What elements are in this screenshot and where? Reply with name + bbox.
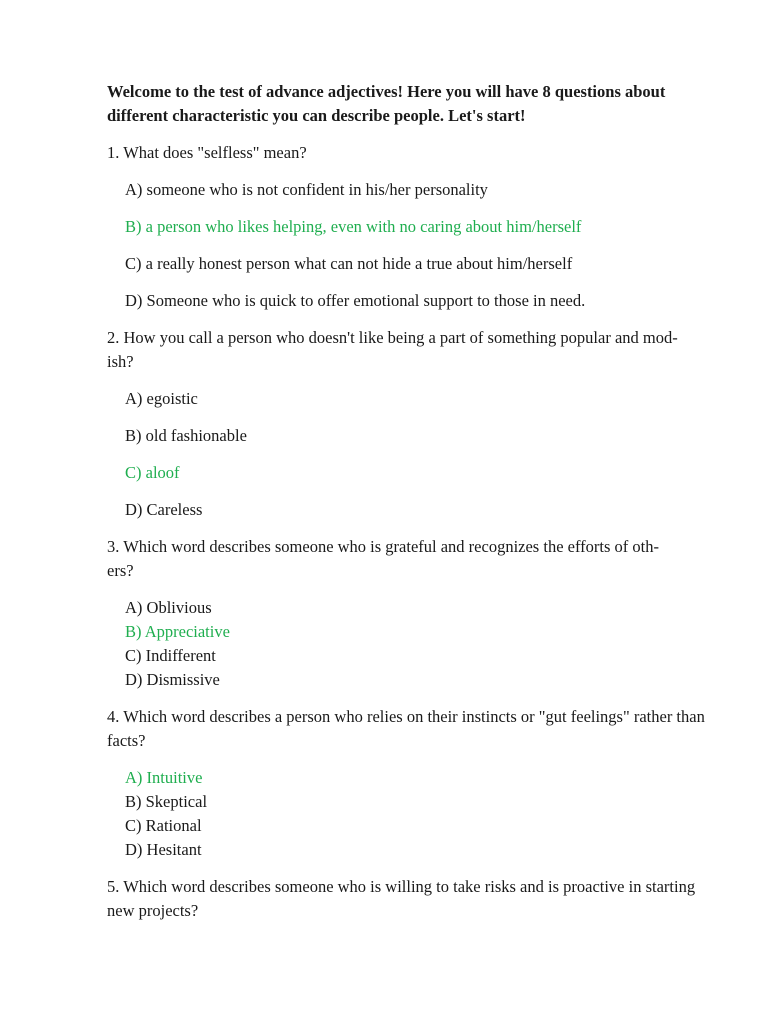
options-list (107, 178, 722, 313)
question-text-line-2: ers? (107, 561, 134, 580)
option-b-correct: B) Appreciative (125, 622, 230, 641)
question-block-2 (107, 326, 722, 522)
option-a: A) someone who is not confident in his/her personality (125, 180, 488, 199)
question-block-4 (107, 705, 722, 862)
option-d: D) Someone who is quick to offer emotional support to those in need. (125, 291, 586, 310)
question-text (107, 535, 722, 583)
option-b: B) Skeptical (125, 792, 208, 811)
option-a-correct: A) Intuitive (125, 768, 203, 787)
question-text: 1. What does "selfless" mean? (107, 143, 307, 162)
option-c-correct: C) aloof (125, 463, 180, 482)
question-text: 5. Which word describes someone who is willing to take risks and is proactive in starting new projects? (107, 877, 696, 920)
option-a: A) Oblivious (125, 598, 212, 617)
option-d: D) Hesitant (125, 840, 202, 859)
option-b-correct: B) a person who likes helping, even with no caring about him/herself (125, 217, 582, 236)
question-text (107, 326, 722, 374)
document-page (107, 80, 722, 936)
question-text-line-2: ish? (107, 352, 134, 371)
question-block-1 (107, 141, 722, 313)
option-a: A) egoistic (125, 389, 198, 408)
option-c: C) Rational (125, 816, 202, 835)
question-block-5 (107, 875, 722, 923)
intro-text: Welcome to the test of advance adjectives! Here you will have 8 questions about different characteristic you can describe people. Let's start! (107, 82, 666, 125)
question-block-3 (107, 535, 722, 692)
option-c: C) a really honest person what can not hide a true about him/herself (125, 254, 573, 273)
option-d: D) Dismissive (125, 670, 220, 689)
options-list (107, 387, 722, 522)
option-d: D) Careless (125, 500, 203, 519)
options-list (107, 766, 722, 862)
question-text-line-1: 3. Which word describes someone who is grateful and recognizes the efforts of oth- (107, 537, 659, 556)
option-b: B) old fashionable (125, 426, 247, 445)
question-text-line-1: 2. How you call a person who doesn't like being a part of something popular and mod- (107, 328, 678, 347)
option-c: C) Indifferent (125, 646, 216, 665)
options-list (107, 596, 722, 692)
question-text: 4. Which word describes a person who relies on their instincts or "gut feelings" rather than facts? (107, 707, 705, 750)
